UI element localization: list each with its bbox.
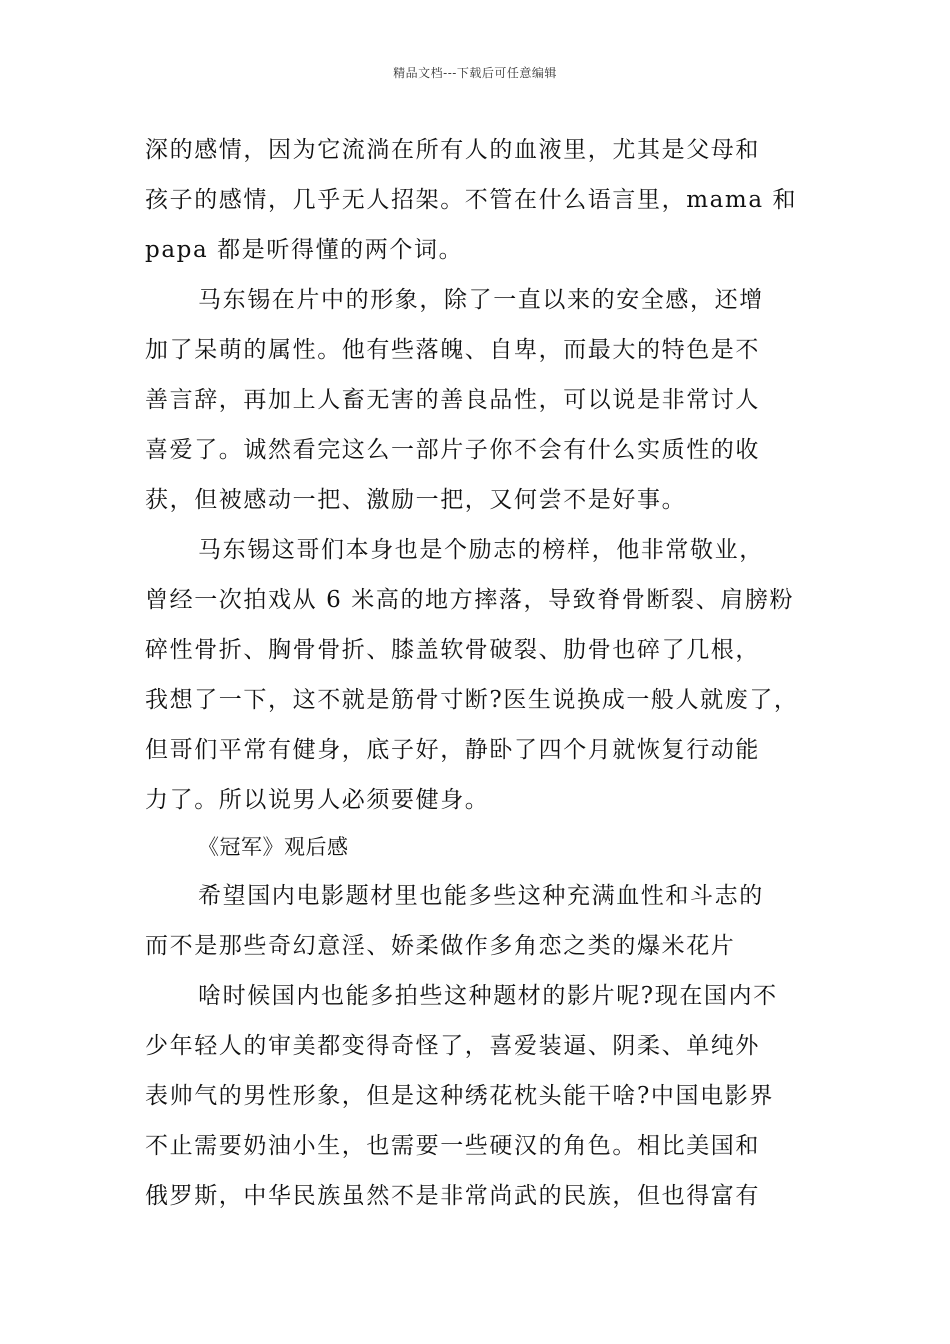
text-line: 深的感情，因为它流淌在所有人的血液里，尤其是父母和 bbox=[145, 137, 760, 163]
text-line: 获，但被感动一把、激励一把，又何尝不是好事。 bbox=[145, 487, 687, 513]
text-line: 而不是那些奇幻意淫、娇柔做作多角恋之类的爆米花片 bbox=[145, 933, 736, 959]
text-line: 希望国内电影题材里也能多些这种充满血性和斗志的 bbox=[198, 883, 764, 909]
text-line: 少年轻人的审美都变得奇怪了，喜爱装逼、阴柔、单纯外 bbox=[145, 1033, 760, 1059]
text-line: 善言辞，再加上人畜无害的善良品性，可以说是非常讨人 bbox=[145, 387, 760, 413]
text-line: 力了。所以说男人必须要健身。 bbox=[145, 787, 490, 813]
page-header: 精品文档---下载后可任意编辑 bbox=[393, 66, 557, 80]
text-line: 马东锡在片中的形象，除了一直以来的安全感，还增 bbox=[198, 287, 764, 313]
text-line: 马东锡这哥们本身也是个励志的榜样，他非常敬业， bbox=[198, 537, 764, 563]
text-line: 喜爱了。诚然看完这么一部片子你不会有什么实质性的收 bbox=[145, 437, 760, 463]
text-line: papa 都是听得懂的两个词。 bbox=[145, 237, 464, 263]
section-title: 《冠军》观后感 bbox=[198, 835, 349, 859]
text-line: 加了呆萌的属性。他有些落魄、自卑，而最大的特色是不 bbox=[145, 337, 760, 363]
text-line: 不止需要奶油小生，也需要一些硬汉的角色。相比美国和 bbox=[145, 1133, 760, 1159]
text-line: 但哥们平常有健身，底子好，静卧了四个月就恢复行动能 bbox=[145, 737, 760, 763]
text-line: 啥时候国内也能多拍些这种题材的影片呢?现在国内不 bbox=[198, 983, 778, 1009]
text-line: 孩子的感情，几乎无人招架。不管在什么语言里，mama 和 bbox=[145, 187, 798, 213]
text-line: 碎性骨折、胸骨骨折、膝盖软骨破裂、肋骨也碎了几根， bbox=[145, 637, 760, 663]
text-line: 曾经一次拍戏从 6 米高的地方摔落，导致脊骨断裂、肩膀粉 bbox=[145, 587, 795, 613]
text-line: 表帅气的男性形象，但是这种绣花枕头能干啥?中国电影界 bbox=[145, 1083, 774, 1109]
text-line: 我想了一下，这不就是筋骨寸断?医生说换成一般人就废了， bbox=[145, 687, 799, 713]
text-line: 俄罗斯，中华民族虽然不是非常尚武的民族，但也得富有 bbox=[145, 1183, 760, 1209]
